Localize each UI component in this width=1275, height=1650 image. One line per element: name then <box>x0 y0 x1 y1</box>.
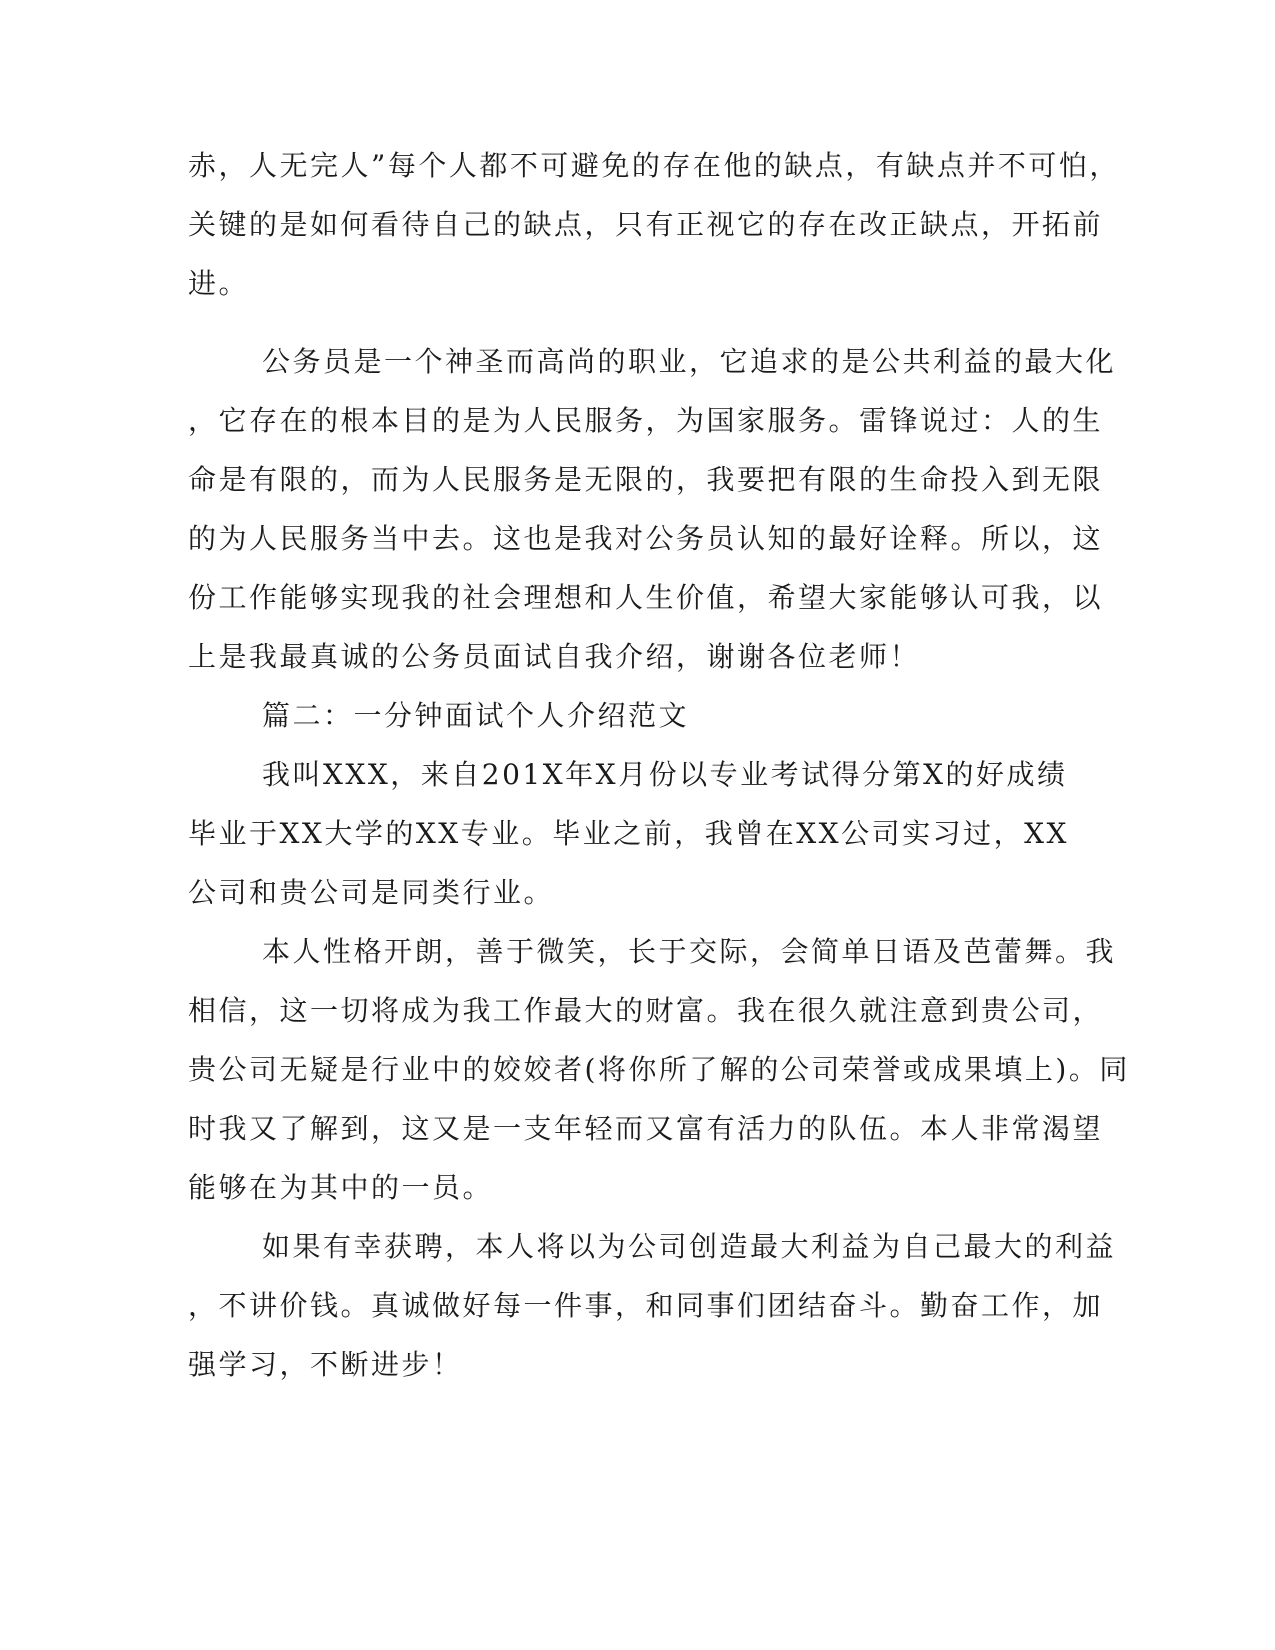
text-line: 公务员是一个神圣而高尚的职业，它追求的是公共利益的最大化 <box>262 345 1117 378</box>
text-line: 公司和贵公司是同类行业。 <box>188 876 555 909</box>
section-heading: 篇二：一分钟面试个人介绍范文 <box>262 699 690 732</box>
text-line: 相信，这一切将成为我工作最大的财富。我在很久就注意到贵公司， <box>188 994 1104 1027</box>
text-line: 命是有限的，而为人民服务是无限的，我要把有限的生命投入到无限 <box>188 463 1104 496</box>
text-line: 份工作能够实现我的社会理想和人生价值，希望大家能够认可我，以 <box>188 581 1104 614</box>
text-line: 进。 <box>188 267 250 300</box>
text-line: 的为人民服务当中去。这也是我对公务员认知的最好诠释。所以，这 <box>188 522 1104 555</box>
text-line: 毕业于XX大学的XX专业。毕业之前，我曾在XX公司实习过，XX <box>188 817 1069 850</box>
text-line: 能够在为其中的一员。 <box>188 1171 494 1204</box>
text-line: 本人性格开朗，善于微笑，长于交际，会简单日语及芭蕾舞。我 <box>262 935 1117 968</box>
text-line: 上是我最真诚的公务员面试自我介绍，谢谢各位老师！ <box>188 640 921 673</box>
text-line: 关键的是如何看待自己的缺点，只有正视它的存在改正缺点，开拓前 <box>188 208 1104 241</box>
text-line: 如果有幸获聘，本人将以为公司创造最大利益为自己最大的利益 <box>262 1230 1117 1263</box>
text-line: 时我又了解到，这又是一支年轻而又富有活力的队伍。本人非常渴望 <box>188 1112 1104 1145</box>
text-line: 贵公司无疑是行业中的姣姣者(将你所了解的公司荣誉或成果填上)。同 <box>188 1053 1130 1086</box>
text-line: ，它存在的根本目的是为人民服务，为国家服务。雷锋说过：人的生 <box>188 404 1104 437</box>
text-line: 强学习，不断进步！ <box>188 1348 463 1381</box>
text-line: ，不讲价钱。真诚做好每一件事，和同事们团结奋斗。勤奋工作，加 <box>188 1289 1104 1322</box>
text-line: 赤，人无完人”每个人都不可避免的存在他的缺点，有缺点并不可怕， <box>188 149 1120 182</box>
text-line: 我叫XXX，来自201X年X月份以专业考试得分第X的好成绩 <box>262 758 1068 791</box>
